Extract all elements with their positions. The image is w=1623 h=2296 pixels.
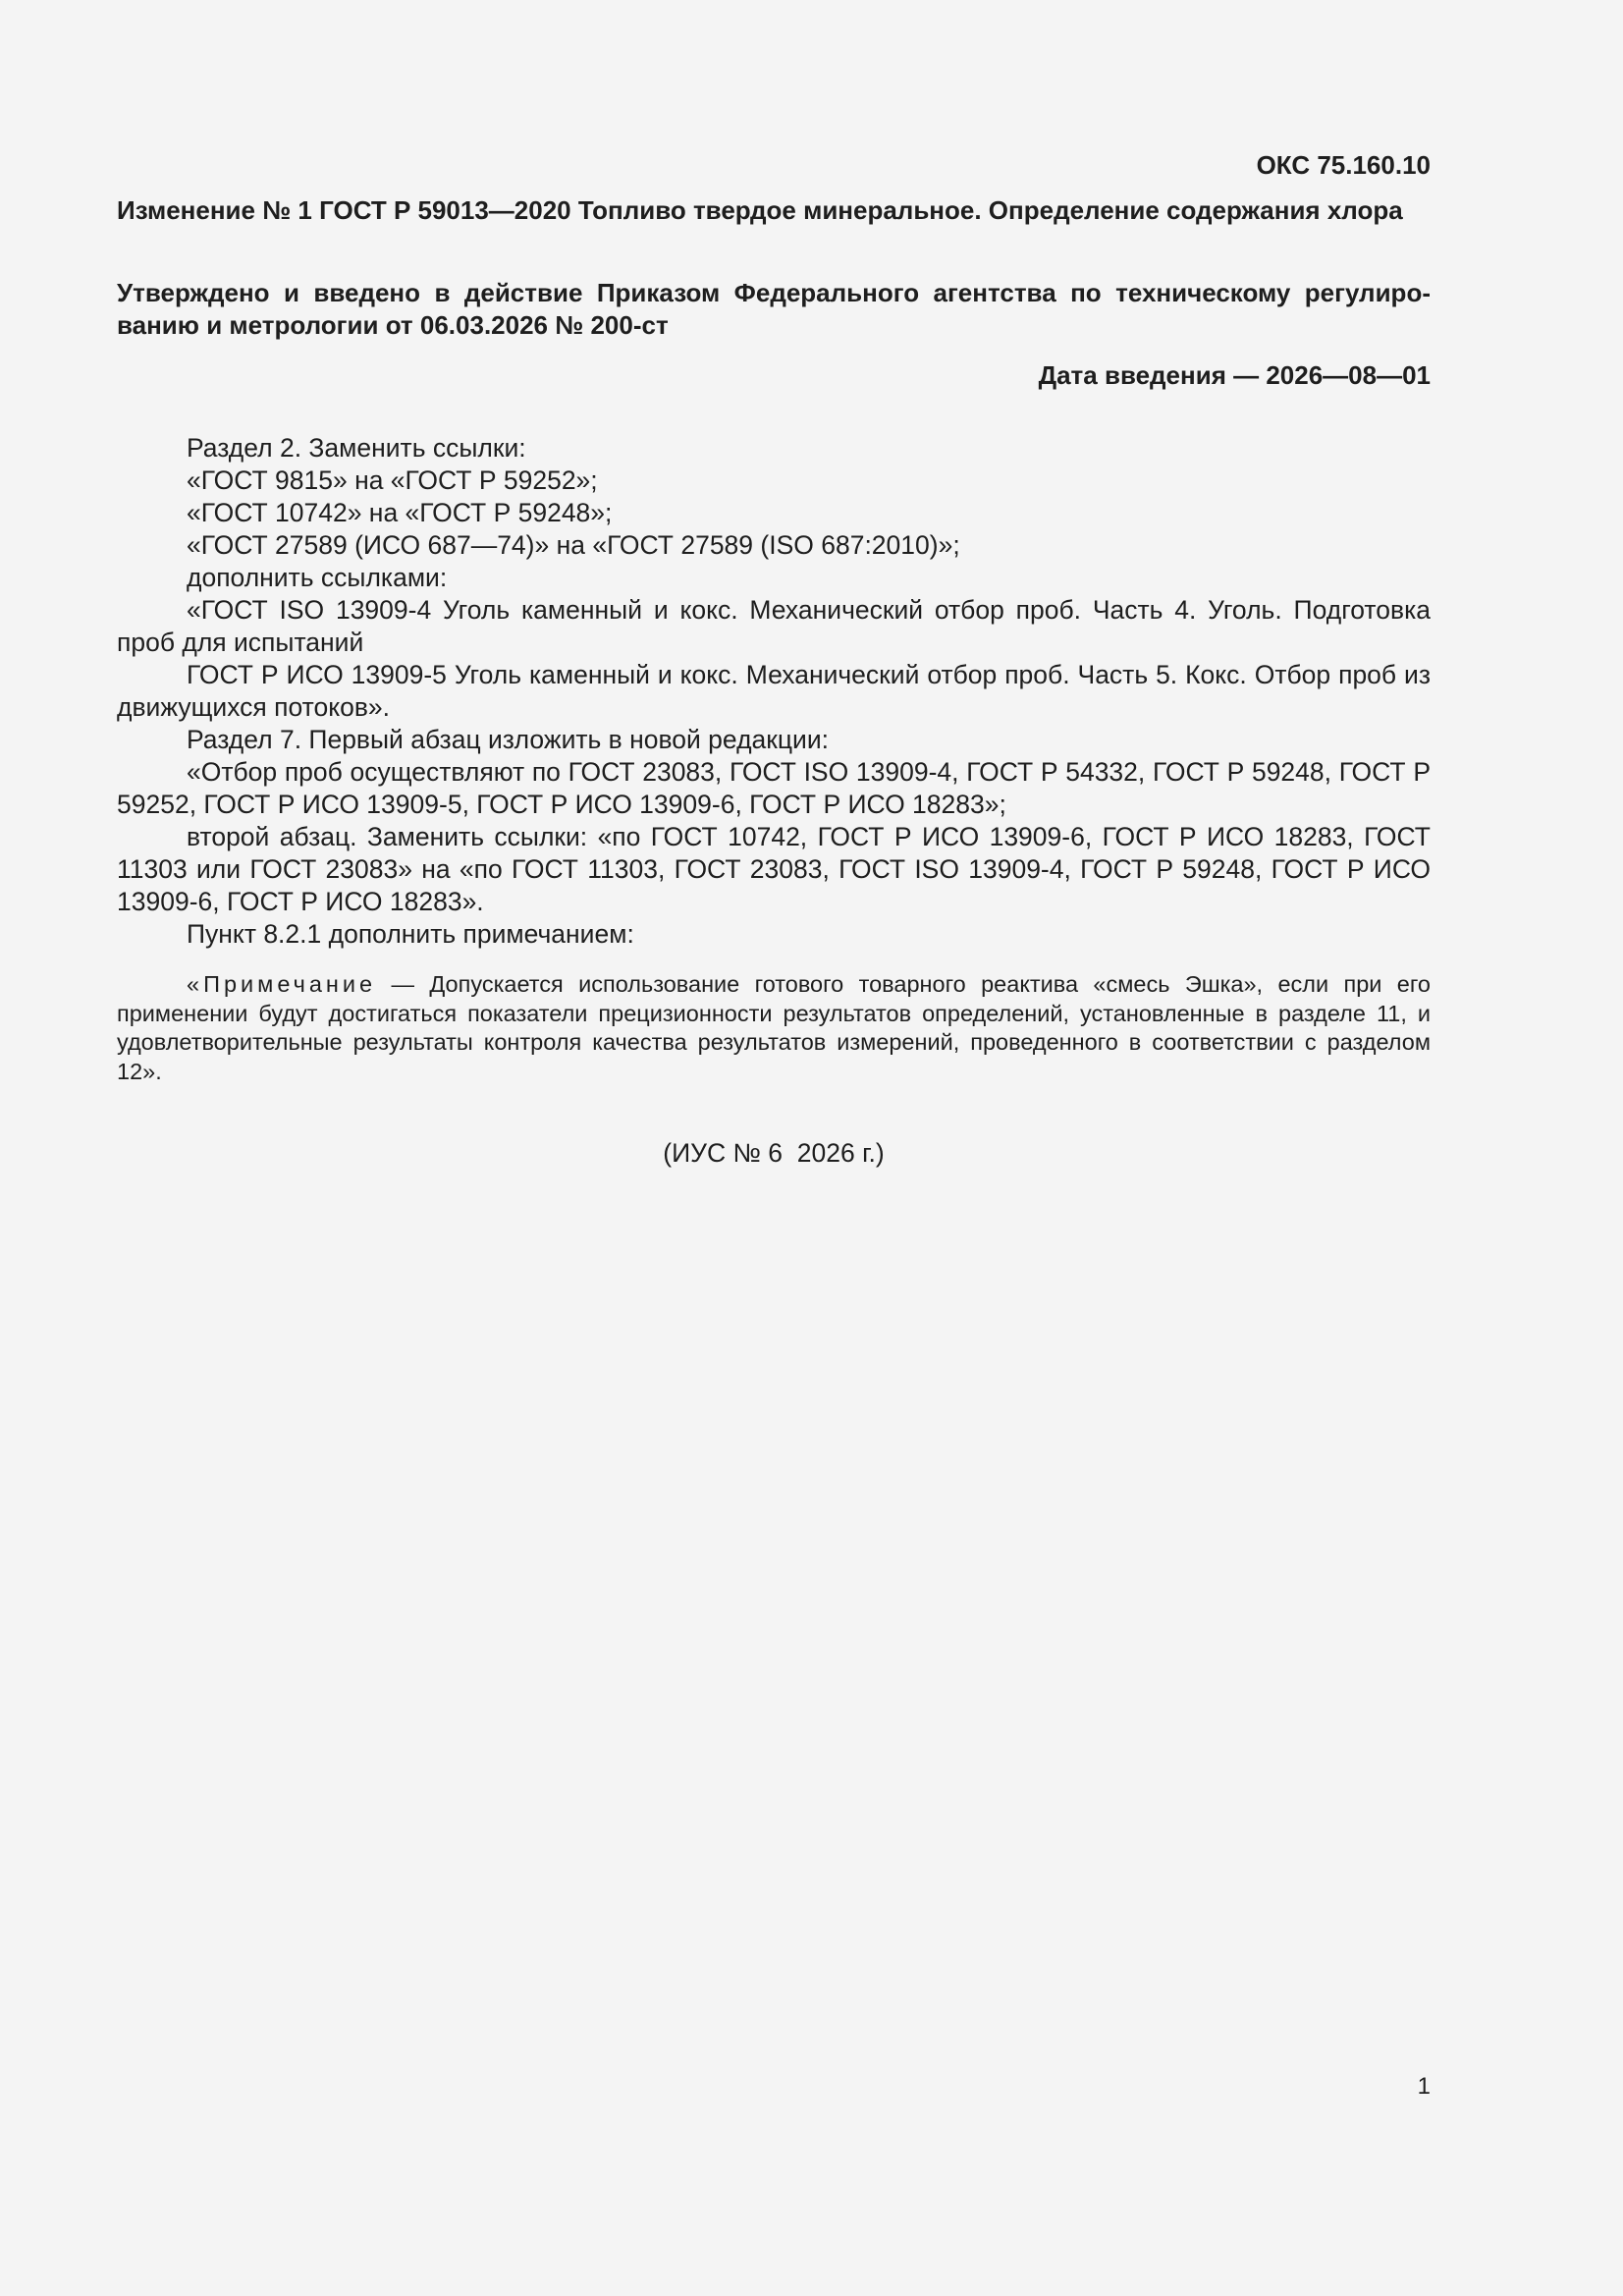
okc-code: ОКС 75.160.10	[1256, 150, 1431, 180]
body-paragraph: «ГОСТ 10742» на «ГОСТ Р 59248»;	[187, 498, 613, 527]
body-paragraph: ГОСТ Р ИСО 13909-5 Уголь каменный и кокс. Механический отбор проб. Часть 5. Кокс. Отбор проб из движущихся потоков».	[117, 660, 1431, 722]
body-paragraph: «ГОСТ ISO 13909-4 Уголь каменный и кокс. Механический отбор проб. Часть 4. Уголь. Подготовка проб для испытаний	[117, 595, 1431, 657]
body-paragraph: Раздел 2. Заменить ссылки:	[187, 433, 526, 463]
document-page	[117, 0, 1431, 2296]
page-number: 1	[1417, 2073, 1431, 2100]
body-paragraph: «ГОСТ 9815» на «ГОСТ Р 59252»;	[187, 465, 598, 495]
note-label: «Примечание	[187, 971, 377, 997]
note-paragraph	[117, 970, 1431, 1086]
amendment-title: Изменение № 1 ГОСТ Р 59013—2020 Топливо твердое минеральное. Определение содержания хлора	[117, 195, 1403, 225]
effective-date: Дата введения — 2026—08—01	[1038, 360, 1431, 390]
body-paragraph: «Отбор проб осуществляют по ГОСТ 23083, ГОСТ ISO 13909-4, ГОСТ Р 54332, ГОСТ Р 59248, ГОСТ Р 59252, ГОСТ Р ИСО 13909-5, ГОСТ Р ИСО 13909-6, ГОСТ Р ИСО 18283»;	[117, 757, 1431, 819]
approval-statement: Утверждено и введено в действие Приказом Федерального агентства по техническому регулированию и метрологии от 06.03.2026 № 200-ст	[117, 278, 1431, 340]
body-paragraph: «ГОСТ 27589 (ИСО 687—74)» на «ГОСТ 27589 (ISO 687:2010)»;	[187, 530, 960, 560]
ius-reference: (ИУС № 6 2026 г.)	[663, 1138, 885, 1168]
body-paragraph: Раздел 7. Первый абзац изложить в новой редакции:	[187, 725, 830, 754]
body-paragraph: второй абзац. Заменить ссылки: «по ГОСТ 10742, ГОСТ Р ИСО 13909-6, ГОСТ Р ИСО 18283, ГОСТ 11303 или ГОСТ 23083» на «по ГОСТ 11303, ГОСТ 23083, ГОСТ ISO 13909-4, ГОСТ Р 59248, ГОСТ Р ИСО 13909-6, ГОСТ Р ИСО 18283».	[117, 822, 1431, 916]
amendment-body	[117, 432, 1431, 951]
body-paragraph: дополнить ссылками:	[187, 563, 448, 592]
body-paragraph: Пункт 8.2.1 дополнить примечанием:	[187, 919, 634, 949]
note-text: — Допускается использование готового товарного реактива «смесь Эшка», если при его применении будут достигаться показатели прецизионности результатов определений, установленные в разделе 11, и удовлетворительные результаты контроля качества результатов измерений, проведенного в соответствии с разделом 12».	[117, 971, 1431, 1084]
